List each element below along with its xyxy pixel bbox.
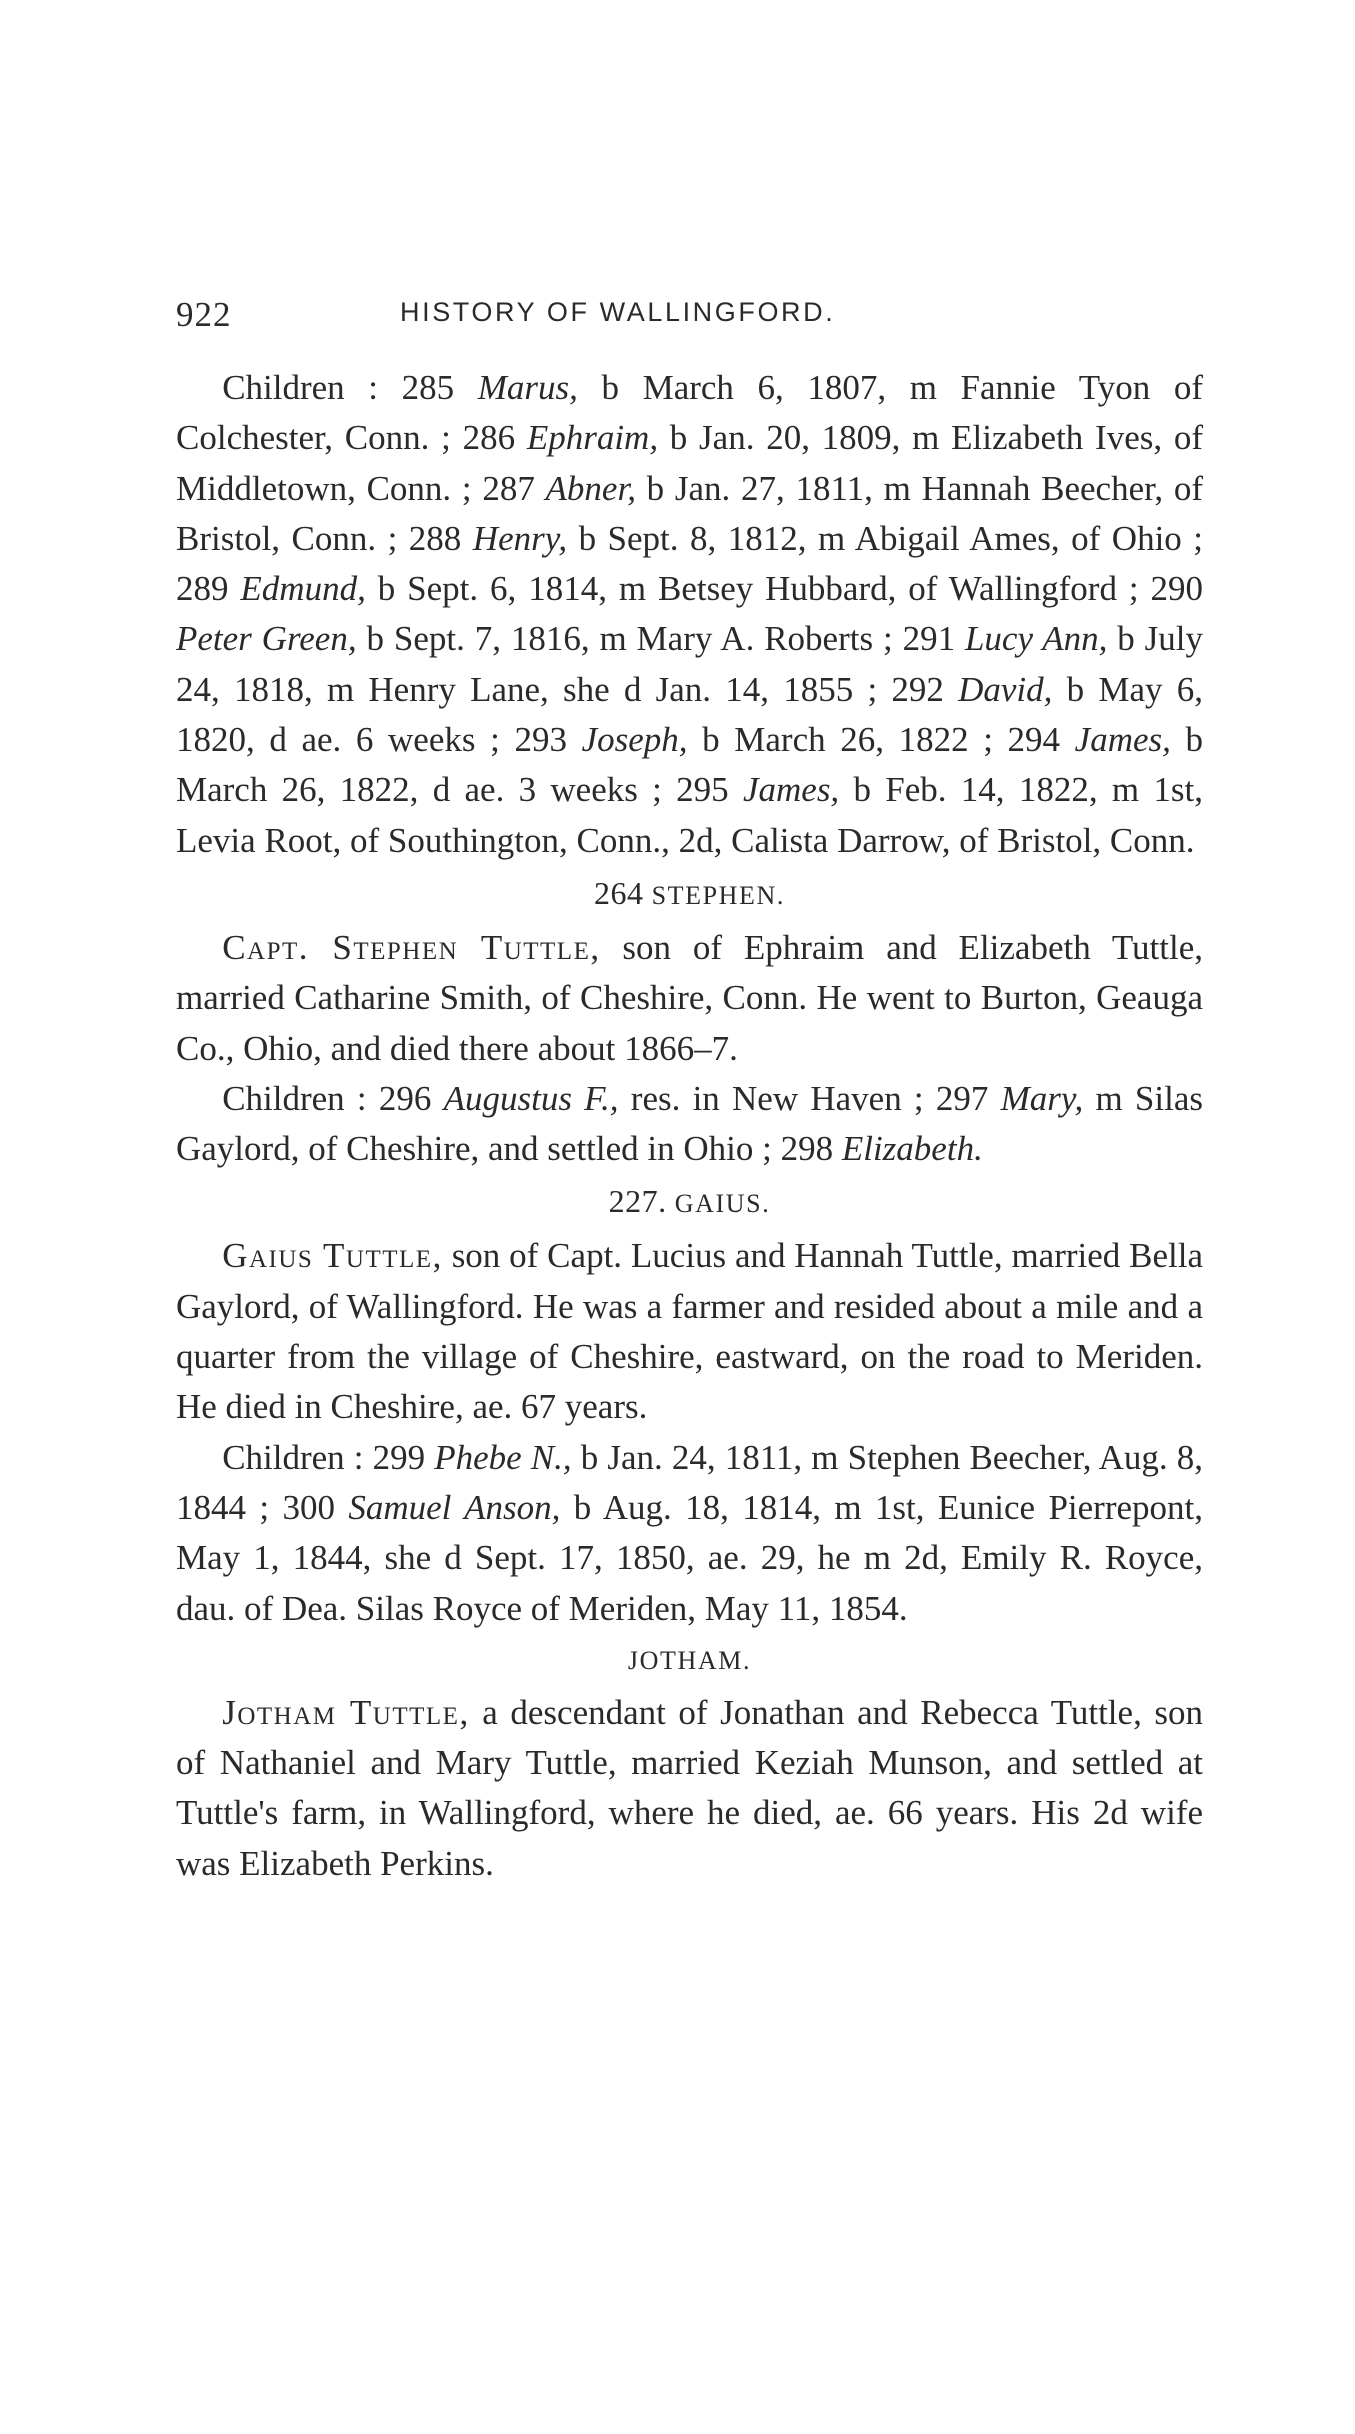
page-header <box>176 295 1203 343</box>
child-name: Ephraim, <box>526 418 659 458</box>
child-name: Mary, <box>1000 1078 1084 1118</box>
child-name: Elizabeth. <box>841 1129 983 1169</box>
child-name: Augustus F., <box>443 1078 619 1118</box>
section-heading-stephen <box>176 874 1203 911</box>
paragraph-children-296: Children : 296 Augustus F., res. in New Haven ; 297 Mary, m Silas Gaylord, of Cheshire, and settled in Ohio ; 298 Elizabeth. <box>176 1078 1203 1169</box>
paragraph-gaius-bio: Gaius Tuttle, son of Capt. Lucius and Hannah Tuttle, married Bella Gaylord, of Wallingford. He was a farmer and resided about a mile and a quarter from the village of Cheshire, eastward, on the road to Meriden. He died in Cheshire, ae. 67 years. <box>176 1236 1204 1427</box>
paragraph-children-299: Children : 299 Phebe N., b Jan. 24, 1811, m Stephen Beecher, Aug. 8, 1844 ; 300 Samuel Anson, b Aug. 18, 1814, m 1st, Eunice Pierrepont, May 1, 1844, she d Sept. 17, 1850, ae. 29, he m 2d, Emily R. Royce, dau. of Dea. Silas Royce of Meriden, May 11, 1854. <box>176 1437 1204 1628</box>
child-name: David, <box>958 669 1053 709</box>
child-name: Edmund, <box>240 569 366 609</box>
person-name: Gaius Tuttle, <box>222 1236 443 1276</box>
section-title: GAIUS. <box>674 1189 771 1219</box>
child-name: Phebe N., <box>434 1437 572 1477</box>
section-number: 227. <box>608 1183 667 1220</box>
child-name: Abner, <box>545 468 636 508</box>
person-name: Jotham Tuttle, <box>222 1692 470 1732</box>
book-page <box>176 295 1203 1889</box>
section-heading-jotham <box>176 1646 1203 1676</box>
running-head: HISTORY OF WALLINGFORD. <box>400 297 836 327</box>
paragraph-children-285: Children : 285 Marus, b March 6, 1807, m Fannie Tyon of Colchester, Conn. ; 286 Ephraim, b Jan. 20, 1809, m Elizabeth Ives, of Middletown, Conn. ; 287 Abner, b Jan. 27, 1811, m Hannah Beecher, of Bristol, Conn. ; 288 Henry, b Sept. 8, 1812, m Abigail Ames, of Ohio ; 289 Edmund, b Sept. 6, 1814, m Betsey Hubbard, of Wallingford ; 290 Peter Green, b Sept. 7, 1816, m Mary A. Roberts ; 291 Lucy Ann, b July 24, 1818, m Henry Lane, she d Jan. 14, 1855 ; 292 David, b May 6, 1820, d ae. 6 weeks ; 293 Joseph, b March 26, 1822 ; 294 James, b March 26, 1822, d ae. 3 weeks ; 295 James, b Feb. 14, 1822, m 1st, Levia Root, of Southington, Conn., 2d, Calista Darrow, of Bristol, Conn. <box>176 368 1204 860</box>
child-name: James, <box>1074 720 1171 760</box>
child-name: Henry, <box>472 518 568 558</box>
section-title: JOTHAM. <box>627 1645 752 1675</box>
section-heading-gaius <box>176 1183 1203 1220</box>
child-name: Marus, <box>477 368 578 407</box>
child-name: Joseph, <box>581 720 688 760</box>
paragraph-jotham-bio: Jotham Tuttle, a descendant of Jonathan and Rebecca Tuttle, son of Nathaniel and Mary Tuttle, married Keziah Munson, and settled at Tuttle's farm, in Wallingford, where he died, ae. 66 years. His 2d wife was Elizabeth Perkins. <box>176 1692 1204 1883</box>
section-title: STEPHEN. <box>651 880 786 910</box>
person-name: Capt. Stephen Tuttle, <box>222 927 601 967</box>
paragraph-stephen-bio: Capt. Stephen Tuttle, son of Ephraim and Elizabeth Tuttle, married Catharine Smith, of Cheshire, Conn. He went to Burton, Geauga Co., Ohio, and died there about 1866–7. <box>176 927 1204 1068</box>
child-name: Peter Green, <box>176 619 357 659</box>
section-number: 264 <box>593 874 644 911</box>
child-name: Lucy Ann, <box>964 619 1108 659</box>
child-name: Samuel Anson, <box>348 1487 561 1527</box>
page-number: 922 <box>176 295 232 334</box>
child-name: James, <box>742 770 840 810</box>
